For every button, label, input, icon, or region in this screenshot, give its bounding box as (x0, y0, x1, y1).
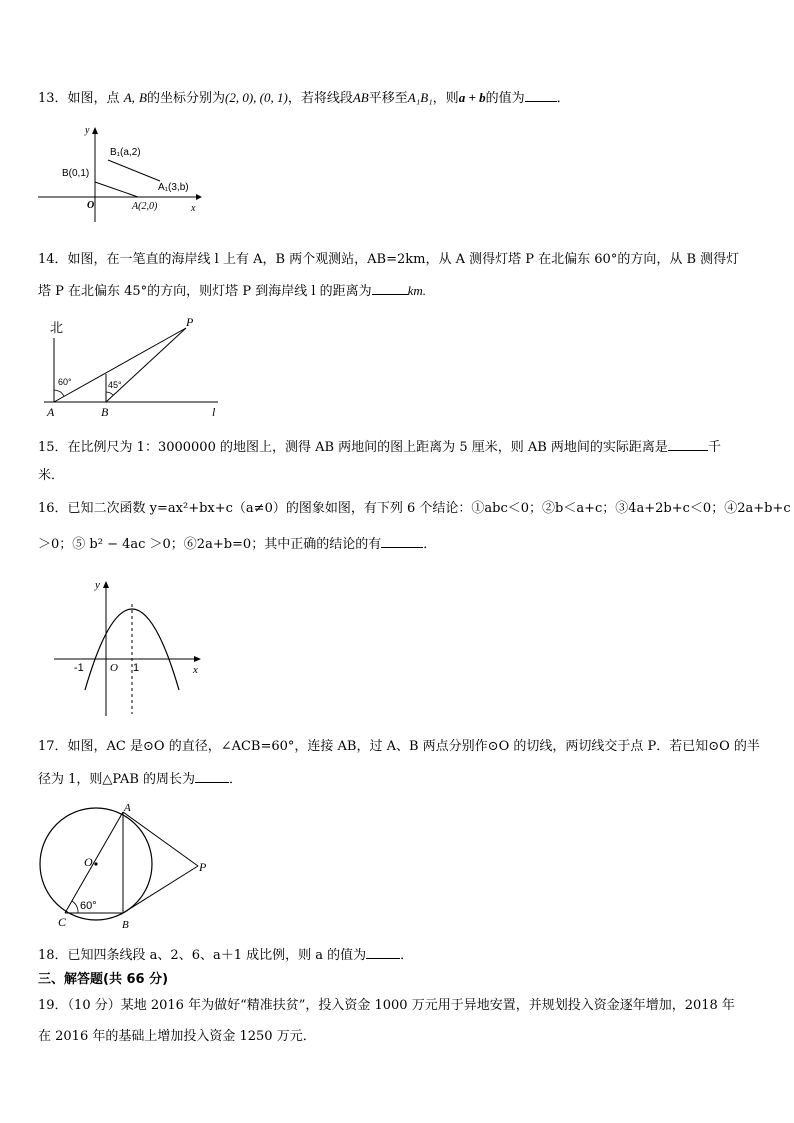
q14-figure (38, 316, 228, 422)
q15-line2: 米． (38, 468, 65, 483)
origin-label: O (87, 200, 95, 211)
point-a-label: A (47, 405, 55, 419)
q13-text (38, 89, 570, 108)
q13-part: 13．如图，点 (38, 91, 120, 106)
angle-45-label: 45° (108, 380, 122, 390)
y-axis-label: y (95, 579, 100, 591)
answer-blank (525, 89, 557, 102)
q18-line1 (38, 946, 413, 965)
y-axis-label: y (85, 125, 90, 136)
x-axis-label: x (191, 203, 196, 214)
q14-unit: km. (407, 283, 427, 298)
point-b-label: B (101, 405, 109, 419)
q17-line1: 17．如图，AC 是⊙O 的直径，∠ACB=60°，连接 AB，过 A、B 两点分别作⊙O 的切线，两切线交于点 P．若已知⊙O 的半 (38, 739, 760, 754)
q17-figure (36, 802, 216, 934)
q16-line2 (38, 535, 436, 554)
q13-segment-ab: AB (352, 90, 369, 105)
answer-blank (381, 535, 423, 548)
q13-part: ． (556, 91, 570, 106)
tick-1-label: 1 (133, 662, 140, 674)
origin-label: O (110, 662, 118, 674)
north-label: 北 (50, 320, 64, 335)
point-p-label: P (199, 860, 207, 874)
x-axis-label: x (193, 664, 198, 676)
point-a1-label: A₁(3,b) (158, 182, 189, 193)
q13-coords: (2, 0), (0, 1) (225, 90, 288, 105)
q15-line1 (38, 438, 721, 457)
point-a-label: A(2,0) (132, 201, 158, 212)
point-b-label: B (122, 919, 129, 931)
q19-line2: 在 2016 年的基础上增加投入资金 1250 万元． (38, 1029, 316, 1044)
answer-blank (366, 946, 400, 959)
q18-part: ． (400, 948, 414, 963)
q13-point-a: A, (123, 90, 135, 105)
q19-line1: 19．（10 分）某地 2016 年为做好“精准扶贫”，投入资金 1000 万元用于异地安置，并规划投入资金逐年增加，2018 年 (38, 998, 735, 1013)
answer-blank (668, 438, 708, 451)
q13-figure (36, 124, 206, 224)
tick-neg1-label: -1 (74, 662, 84, 674)
answer-blank (372, 282, 408, 295)
section-heading: 三、解答题(共 66 分) (38, 972, 169, 987)
q13-part: 的坐标分别为 (146, 91, 225, 106)
point-a-label: A (124, 802, 131, 814)
center-o-label: O (84, 855, 93, 869)
q14-part: 塔 P 在北偏东 45°的方向，则灯塔 P 到海岸线 l 的距离为 (38, 284, 372, 299)
answer-blank (195, 770, 229, 783)
q16-part: ． (423, 537, 437, 552)
q17-part: 径为 1，则△PAB 的周长为 (38, 772, 196, 787)
q16-part: ＞0；⑤ b² − 4ac ＞0；⑥2a+b=0；其中正确的结论的有 (38, 537, 382, 552)
line-l-label: l (212, 405, 216, 419)
point-c-label: C (58, 915, 67, 929)
q13-segment-a1b1: A₁B₁ (407, 90, 433, 105)
angle-60-label: 60° (58, 377, 72, 387)
q17-part: ． (229, 772, 243, 787)
point-p-label: P (186, 315, 194, 329)
q13-part: 平移至 (368, 91, 408, 106)
q16-figure (52, 574, 207, 719)
q13-part: ，则 (432, 91, 459, 106)
point-b1-label: B₁(a,2) (110, 147, 141, 158)
q13-part: ，若将线段 (287, 91, 353, 106)
q15-part: 千 (707, 440, 721, 455)
point-b-label: B(0,1) (62, 168, 90, 179)
q16-line1: 16．已知二次函数 y=ax²+bx+c（a≠0）的图象如图，有下列 6 个结论：①abc＜0；②b＜a+c；③4a+2b+c＜0；④2a+b+c (38, 501, 791, 516)
angle-60-label: 60° (80, 900, 97, 912)
q18-part: 18．已知四条线段 a、2、6、a＋1 成比例，则 a 的值为 (38, 948, 367, 963)
q13-expr: a + b (458, 90, 486, 105)
q17-line2 (38, 770, 242, 789)
q15-part: 15．在比例尺为 1：3000000 的地图上，测得 AB 两地间的图上距离为 5 厘米，则 AB 两地间的实际距离是 (38, 440, 668, 455)
q14-line1: 14．如图，在一笔直的海岸线 l 上有 A，B 两个观测站，AB=2km，从 A 测得灯塔 P 在北偏东 60°的方向，从 B 测得灯 (38, 252, 740, 267)
q13-point-b: B (139, 90, 147, 105)
q13-part: 的值为 (485, 91, 525, 106)
q14-line2 (38, 282, 426, 301)
